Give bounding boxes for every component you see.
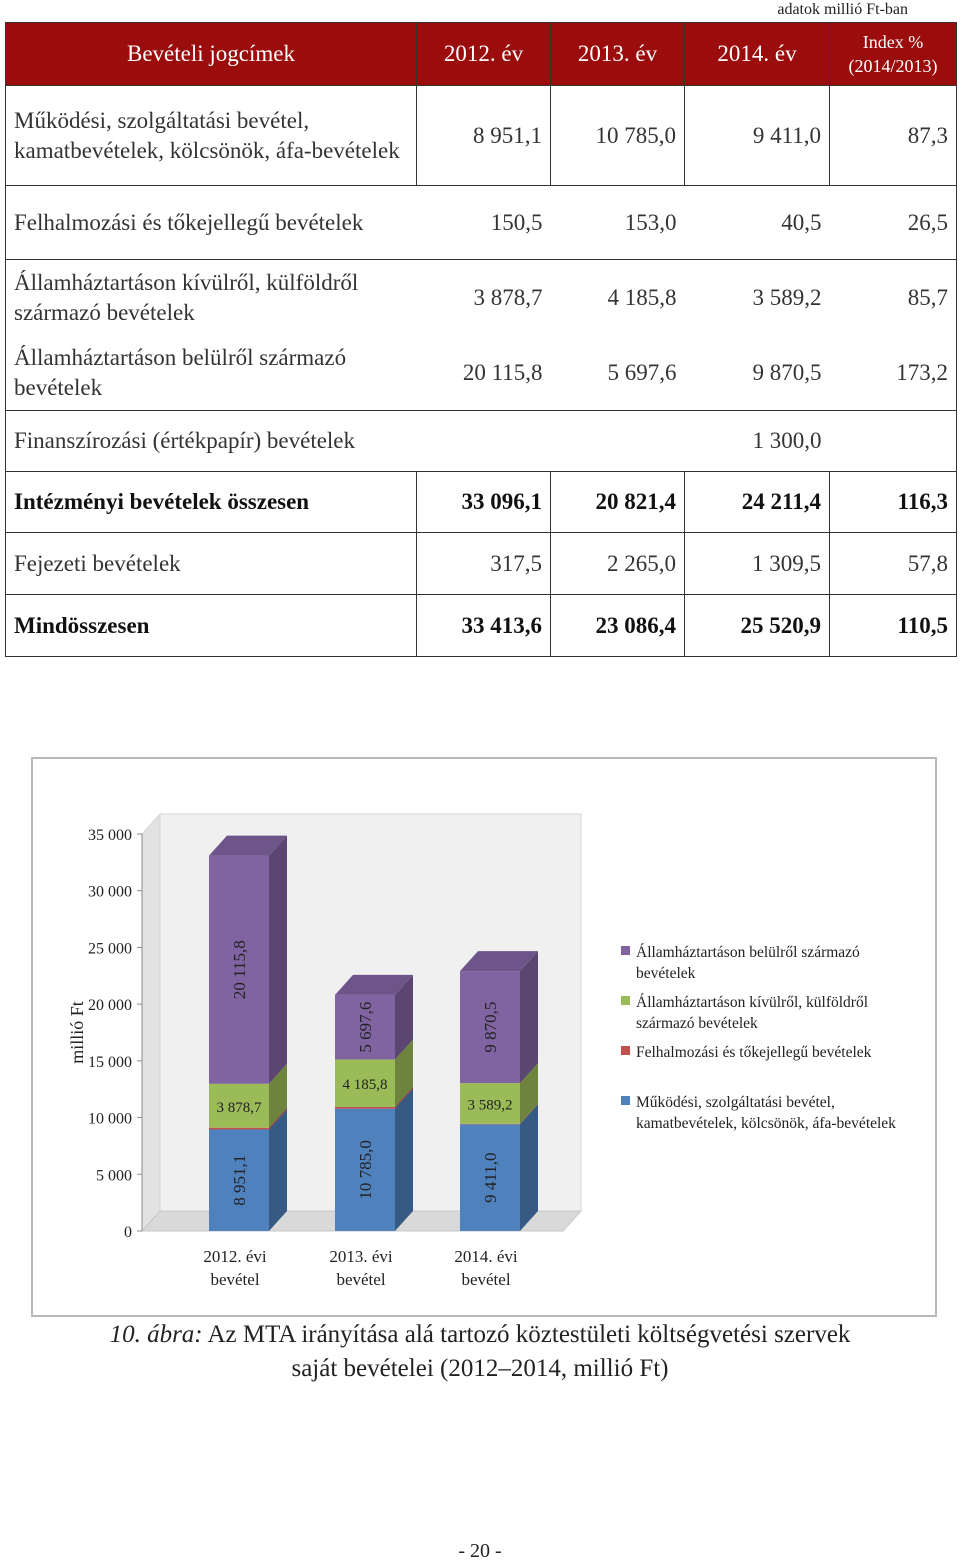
legend-label: Működési, szolgáltatási bevétel, <box>636 1094 835 1111</box>
cell-2012: 33 413,6 <box>417 595 551 657</box>
y-tick-label: 35 000 <box>88 827 132 844</box>
row-label: Finanszírozási (értékpapír) bevételek <box>6 411 417 472</box>
chart-frame <box>31 757 937 1317</box>
cell-2014: 1 309,5 <box>685 533 830 595</box>
cell-2012: 150,5 <box>417 186 551 260</box>
cell-2012 <box>417 411 551 472</box>
cell-2014: 40,5 <box>685 186 830 260</box>
stacked-bar-chart <box>33 759 935 1315</box>
cell-index: 116,3 <box>830 472 957 533</box>
y-axis-label: millió Ft <box>67 1001 87 1064</box>
bar-data-label: 4 185,8 <box>342 1077 388 1094</box>
cell-2013: 23 086,4 <box>551 595 685 657</box>
legend-label: bevételek <box>636 965 696 982</box>
cell-2012: 33 096,1 <box>417 472 551 533</box>
table-row <box>6 260 957 336</box>
legend-label: Államháztartáson belülről származó <box>636 944 860 961</box>
bar-data-label: 9 411,0 <box>481 1152 500 1203</box>
legend-label: származó bevételek <box>636 1015 758 1032</box>
cell-index <box>830 411 957 472</box>
bar-data-label: 3 878,7 <box>216 1099 262 1116</box>
bar-data-label: 8 951,1 <box>230 1154 249 1206</box>
legend-swatch <box>621 946 630 955</box>
legend-label: Államháztartáson kívülről, külföldről <box>636 994 869 1011</box>
bar-segment-side <box>520 1104 538 1231</box>
x-tick-label: bevétel <box>210 1270 260 1289</box>
row-label: Mindösszesen <box>6 595 417 657</box>
y-tick-label: 10 000 <box>88 1110 132 1128</box>
cell-2012: 317,5 <box>417 533 551 595</box>
cell-2014: 9 870,5 <box>685 336 830 411</box>
bar-data-label: 9 870,5 <box>481 1001 500 1053</box>
bar-data-label: 5 697,6 <box>356 1001 375 1053</box>
cell-2014: 25 520,9 <box>685 595 830 657</box>
legend-label: kamatbevételek, kölcsönök, áfa-bevételek <box>636 1115 896 1132</box>
cell-index: 85,7 <box>830 260 957 336</box>
cell-2013: 20 821,4 <box>551 472 685 533</box>
row-label: Intézményi bevételek összesen <box>6 472 417 533</box>
bar-segment-side <box>520 951 538 1083</box>
y-tick-label: 20 000 <box>88 997 132 1015</box>
table-row <box>6 595 957 657</box>
x-tick-label: bevétel <box>461 1270 511 1289</box>
row-label: Fejezeti bevételek <box>6 533 417 595</box>
header-2012: 2012. év <box>417 23 551 86</box>
bar-segment <box>335 1107 395 1109</box>
cell-2013: 5 697,6 <box>551 336 685 411</box>
cell-2012: 3 878,7 <box>417 260 551 336</box>
chart-side-wall <box>142 814 160 1231</box>
cell-2013: 10 785,0 <box>551 86 685 186</box>
row-label: Államháztartáson belülről származó bevételek <box>6 336 417 411</box>
cell-2013: 2 265,0 <box>551 533 685 595</box>
bar-segment-side <box>395 1089 413 1231</box>
page-number: - 20 - <box>458 1540 502 1562</box>
cell-2014: 9 411,0 <box>685 86 830 186</box>
bar-data-label: 3 589,2 <box>467 1097 513 1114</box>
legend-label: Felhalmozási és tőkejellegű bevételek <box>636 1044 872 1061</box>
table-row <box>6 336 957 411</box>
y-tick-label: 30 000 <box>88 883 132 901</box>
cell-2014: 3 589,2 <box>685 260 830 336</box>
header-index: Index % (2014/2013) <box>830 23 957 86</box>
cell-index: 87,3 <box>830 86 957 186</box>
table-row <box>6 533 957 595</box>
bar-data-label: 20 115,8 <box>230 940 249 1000</box>
bar-segment-side <box>269 1109 287 1231</box>
cell-2013: 153,0 <box>551 186 685 260</box>
y-tick-label: 0 <box>124 1224 132 1241</box>
revenue-table <box>5 22 957 657</box>
x-tick-label: 2013. évi <box>329 1247 393 1266</box>
row-label: Államháztartáson kívülről, külföldről származó bevételek <box>6 260 417 336</box>
legend-swatch <box>621 1046 630 1055</box>
figure-caption <box>0 1318 960 1386</box>
x-tick-label: bevétel <box>336 1270 386 1289</box>
cell-index: 26,5 <box>830 186 957 260</box>
header-category: Bevételi jogcímek <box>6 23 417 86</box>
caption-line2: saját bevételei (2012–2014, millió Ft) <box>291 1355 669 1382</box>
cell-2012: 8 951,1 <box>417 86 551 186</box>
table-row <box>6 186 957 260</box>
table-header-row <box>6 23 957 86</box>
table-row <box>6 472 957 533</box>
bar-data-label: 10 785,0 <box>356 1140 375 1200</box>
row-label: Felhalmozási és tőkejellegű bevételek <box>6 186 417 260</box>
header-2014: 2014. év <box>685 23 830 86</box>
bar-segment <box>209 1128 269 1130</box>
table-row <box>6 411 957 472</box>
y-tick-label: 15 000 <box>88 1053 132 1071</box>
cell-index: 110,5 <box>830 595 957 657</box>
header-2013: 2013. év <box>551 23 685 86</box>
y-tick-label: 25 000 <box>88 940 132 958</box>
unit-note: adatok millió Ft-ban <box>777 1 908 18</box>
row-label: Működési, szolgáltatási bevétel, kamatbevételek, kölcsönök, áfa-bevételek <box>6 86 417 186</box>
caption-line1: Az MTA irányítása alá tartozó köztestületi költségvetési szervek <box>202 1321 851 1348</box>
legend-swatch <box>621 1096 630 1105</box>
cell-2012: 20 115,8 <box>417 336 551 411</box>
legend-swatch <box>621 996 630 1005</box>
x-tick-label: 2012. évi <box>203 1247 267 1266</box>
caption-prefix: 10. ábra: <box>109 1321 203 1348</box>
cell-index: 173,2 <box>830 336 957 411</box>
cell-2014: 24 211,4 <box>685 472 830 533</box>
table-row <box>6 86 957 186</box>
cell-2013: 4 185,8 <box>551 260 685 336</box>
cell-index: 57,8 <box>830 533 957 595</box>
cell-2014: 1 300,0 <box>685 411 830 472</box>
bar-segment <box>460 1124 520 1125</box>
cell-2013 <box>551 411 685 472</box>
y-tick-label: 5 000 <box>96 1167 132 1185</box>
bar-segment-side <box>269 836 287 1084</box>
x-tick-label: 2014. évi <box>454 1247 518 1266</box>
